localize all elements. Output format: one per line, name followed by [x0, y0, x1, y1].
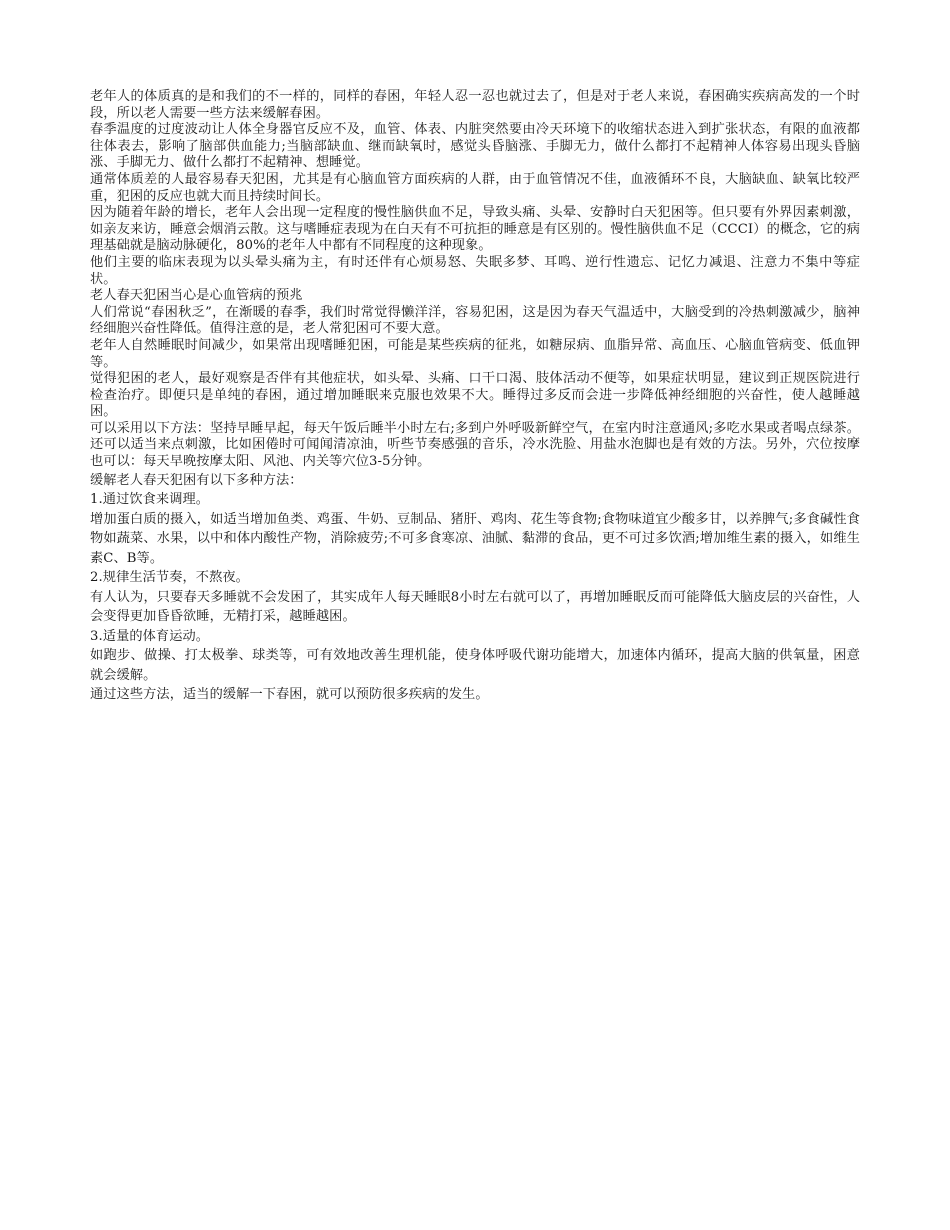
paragraph-routine-detail: 有人认为，只要春天多睡就不会发困了，其实成年人每天睡眠8小时左右就可以了，再增加睡眠反而可能降低大脑皮层的兴奋性，人会变得更加昏昏欲睡，无精打采，越睡越困。 [90, 589, 860, 625]
section-heading-warning: 老人春天犯困当心是心血管病的预兆 [90, 288, 303, 304]
paragraph-exercise-detail: 如跑步、做操、打太极拳、球类等，可有效地改善生理机能，使身体呼吸代谢功能增大，加速体内循环，提高大脑的供氧量，困意就会缓解。 [90, 648, 860, 683]
paragraph-temperature: 春季温度的过度波动让人体全身器官反应不及，血管、体表、内脏突然要由冷天环境下的收缩状态进入到扩张状态，有限的血液都往体表去，影响了脑部供血能力;当脑部缺血、继而缺氧时，感觉头昏脑涨、手脚无力，做什么都打不起精神人体容易出现头昏脑涨、手脚无力、做什么都打不起精神、想睡觉。 [90, 122, 860, 171]
paragraph-methods: 可以采用以下方法：坚持早睡早起，每天午饭后睡半小时左右;多到户外呼吸新鲜空气，在室内时注意通风;多吃水果或者喝点绿茶。还可以适当来点刺激，比如困倦时可闻闻清凉油，听些节奏感强的音乐，冷水洗脸、用盐水泡脚也是有效的方法。另外，穴位按摩也可以：每天早晚按摩太阳、风池、内关等穴位3-5分钟。 [90, 420, 860, 470]
paragraph-symptoms: 他们主要的临床表现为以头晕头痛为主，有时还伴有心烦易怒、失眠多梦、耳鸣、逆行性遗忘、记忆力减退、注意力不集中等症状。 [90, 254, 860, 287]
paragraph-intro: 老年人的体质真的是和我们的不一样的，同样的春困，年轻人忍一忍也就过去了，但是对于老人来说，春困确实疾病高发的一个时段，所以老人需要一些方法来缓解春困。 [90, 89, 860, 121]
section-heading-relief: 缓解老人春天犯困有以下多种方法： [90, 472, 303, 488]
paragraph-cerebral-blood: 因为随着年龄的增长，老年人会出现一定程度的慢性脑供血不足，导致头痛、头晕、安静时白天犯困等。但只要有外界因素刺激，如亲友来访，睡意会烟消云散。这与嗜睡症表现为在白天有不可抗拒的睡意是有区别的。慢性脑供血不足（CCCI）的概念，它的病理基础就是脑动脉硬化，80%的老年人中都有不同程度的这种现象。 [90, 205, 860, 254]
paragraph-diet-detail: 增加蛋白质的摄入，如适当增加鱼类、鸡蛋、牛奶、豆制品、猪肝、鸡肉、花生等食物;食物味道宜少酸多甘，以养脾气;多食碱性食物如蔬菜、水果，以中和体内酸性产物，消除疲劳;不可多食寒凉、油腻、黏滞的食品，更不可过多饮酒;增加维生素的摄入，如维生素C、B等。 [90, 511, 860, 566]
paragraph-spring-fatigue: 人们常说“春困秋乏”，在渐暖的春季，我们时常觉得懒洋洋，容易犯困，这是因为春天气温适中，大脑受到的冷热刺激减少，脑神经细胞兴奋性降低。值得注意的是，老人常犯困可不要大意。 [90, 304, 860, 337]
paragraph-observe-symptoms: 觉得犯困的老人，最好观察是否伴有其他症状，如头晕、头痛、口干口渴、肢体活动不便等，如果症状明显，建议到正规医院进行检查治疗。即便只是单纯的春困，通过增加睡眠来克服也效果不大。睡得过多反而会进一步降低神经细胞的兴奋性，使人越睡越困。 [90, 371, 860, 420]
paragraph-conclusion: 通过这些方法，适当的缓解一下春困，就可以预防很多疾病的发生。 [90, 687, 489, 703]
document-body [90, 89, 860, 705]
paragraph-disease-signs: 老年人自然睡眠时间减少，如果常出现嗜睡犯困，可能是某些疾病的征兆，如糖尿病、血脂异常、高血压、心脑血管病变、低血钾等。 [90, 337, 860, 370]
list-item-diet: 1.通过饮食来调理。 [90, 492, 210, 508]
list-item-routine: 2.规律生活节奏，不熬夜。 [90, 570, 249, 586]
paragraph-weak-constitution: 通常体质差的人最容易春天犯困，尤其是有心脑血管方面疾病的人群，由于血管情况不佳，血液循环不良，大脑缺血、缺氧比较严重，犯困的反应也就大而且持续时间长。 [90, 171, 860, 204]
list-item-exercise: 3.适量的体育运动。 [90, 628, 210, 644]
